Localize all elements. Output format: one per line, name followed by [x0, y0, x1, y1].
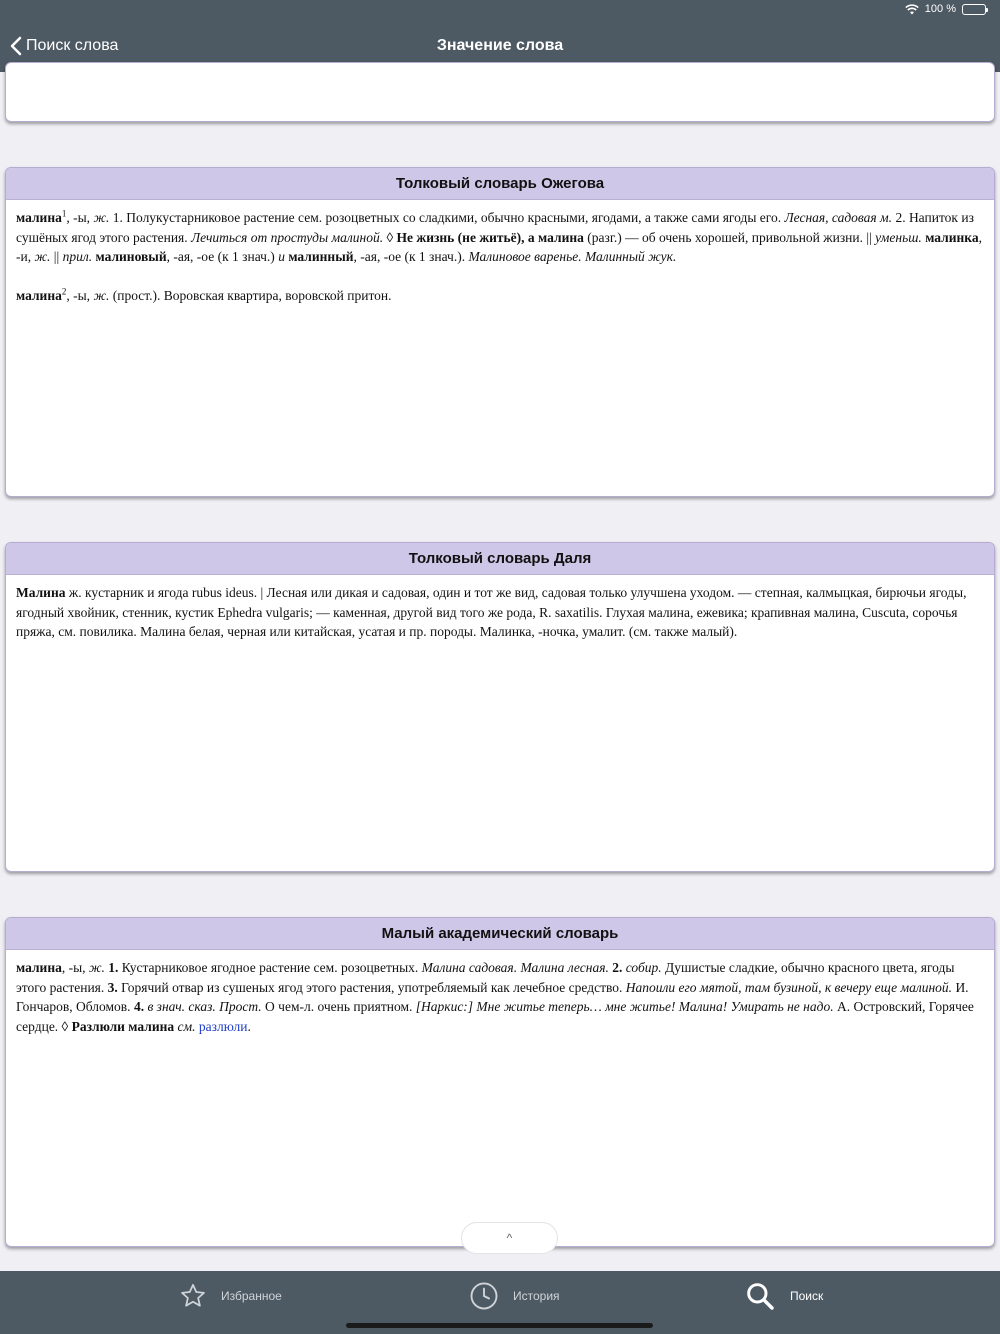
star-icon [179, 1282, 207, 1310]
headword: малина [16, 960, 62, 975]
tab-favorites-label: Избранное [221, 1289, 282, 1303]
card-body [6, 950, 994, 1065]
ozhegov-dictionary-card [5, 167, 995, 497]
card-header: Малый академический словарь [6, 918, 994, 950]
homonym-index: 2 [61, 286, 67, 296]
headword: малина [16, 287, 62, 303]
card-header: Толковый словарь Даля [6, 543, 994, 575]
scroll-to-top-button[interactable]: ^ [461, 1222, 558, 1254]
tab-search-label: Поиск [790, 1289, 824, 1303]
cross-reference-link[interactable]: разлюли [198, 1018, 248, 1034]
search-icon [744, 1280, 776, 1312]
status-indicators [905, 3, 986, 15]
back-button-label: Поиск слова [26, 37, 119, 54]
card-body [6, 575, 994, 671]
status-bar [0, 0, 1000, 22]
academic-dictionary-card [5, 917, 995, 1247]
card-body [6, 200, 994, 334]
clock-icon [469, 1281, 499, 1311]
definition-entry: малина$^1$, -ы, ж. 1. Полукустарниковое растение сем. розоцветных со сладкими, обычно красными, ягодами, а также сами ягоды его. Лесная, садовая м. 2. Напиток из сушёных ягод этого растения. Лечиться от простуды малиной. ◊ Не жизнь (не житьё), а малина (разг.) — об очень хорошей, привольной жизни. || уменьш. малинка, -и, ж. || прил. малиновый, -ая, -ое (к 1 знач.) и малинный, -ая, -ое (к 1 знач.). Малиновое варенье. Малинный жук. [16, 208, 982, 264]
definition-entry: малина$^2$, -ы, ж. (прост.). Воровская квартира, воровской притон. [16, 286, 392, 303]
definition-entry: малина, -ы, ж. 1. Кустарниковое ягодное растение сем. розоцветных. Малина садовая. Малина лесная. 2. собир. Душистые сладкие, обычно красного цвета, ягоды этого растения. 3. Горячий отвар из сушеных ягод этого растения, употребляемый как лечебное средство. Напоили его мятой, там бузиной, к вечеру еще малиной. И. Гончаров, Обломов. 4. в знач. сказ. Прост. О чем-л. очень приятном. [Наркис:] Мне житье теперь… мне житье! Малина! Умирать не надо. А. Островский, Горячее сердце. ◊ Разлюли малина см. разлюли. [16, 960, 974, 1034]
tab-search[interactable] [744, 1271, 823, 1321]
wifi-icon [905, 4, 919, 15]
definition-entry: Малина ж. кустарник и ягода rubus ideus. | Лесная или дикая и садовая, один и тот же вид, садовая только улучшена уходом. — степная, калмыцкая, бирючьи ягоды, ягодный хвойник, стенник, кустик Ephedra vulgaris; — каменная, другой вид того же рода, R. saxatilis. Глухая малина, ежевика; крапивная малина, Cuscuta, сорочья пряжа, см. повилика. Малина белая, черная или китайская, усатая и пр. породы. Малинка, -ночка, умалит. (см. также малый). [16, 585, 967, 639]
tab-favorites[interactable] [179, 1271, 282, 1321]
battery-percent: 100 % [924, 3, 956, 15]
previous-dictionary-card [5, 62, 995, 122]
tab-history[interactable] [469, 1271, 560, 1321]
page-title: Значение слова [436, 37, 564, 54]
headword: Малина [16, 585, 66, 600]
home-indicator [346, 1323, 653, 1328]
headword: малина [16, 210, 62, 225]
dal-dictionary-card [5, 542, 995, 872]
homonym-index: 1 [61, 208, 67, 219]
battery-icon [962, 4, 986, 15]
card-header: Толковый словарь Ожегова [6, 168, 994, 200]
tab-history-label: История [513, 1289, 560, 1303]
